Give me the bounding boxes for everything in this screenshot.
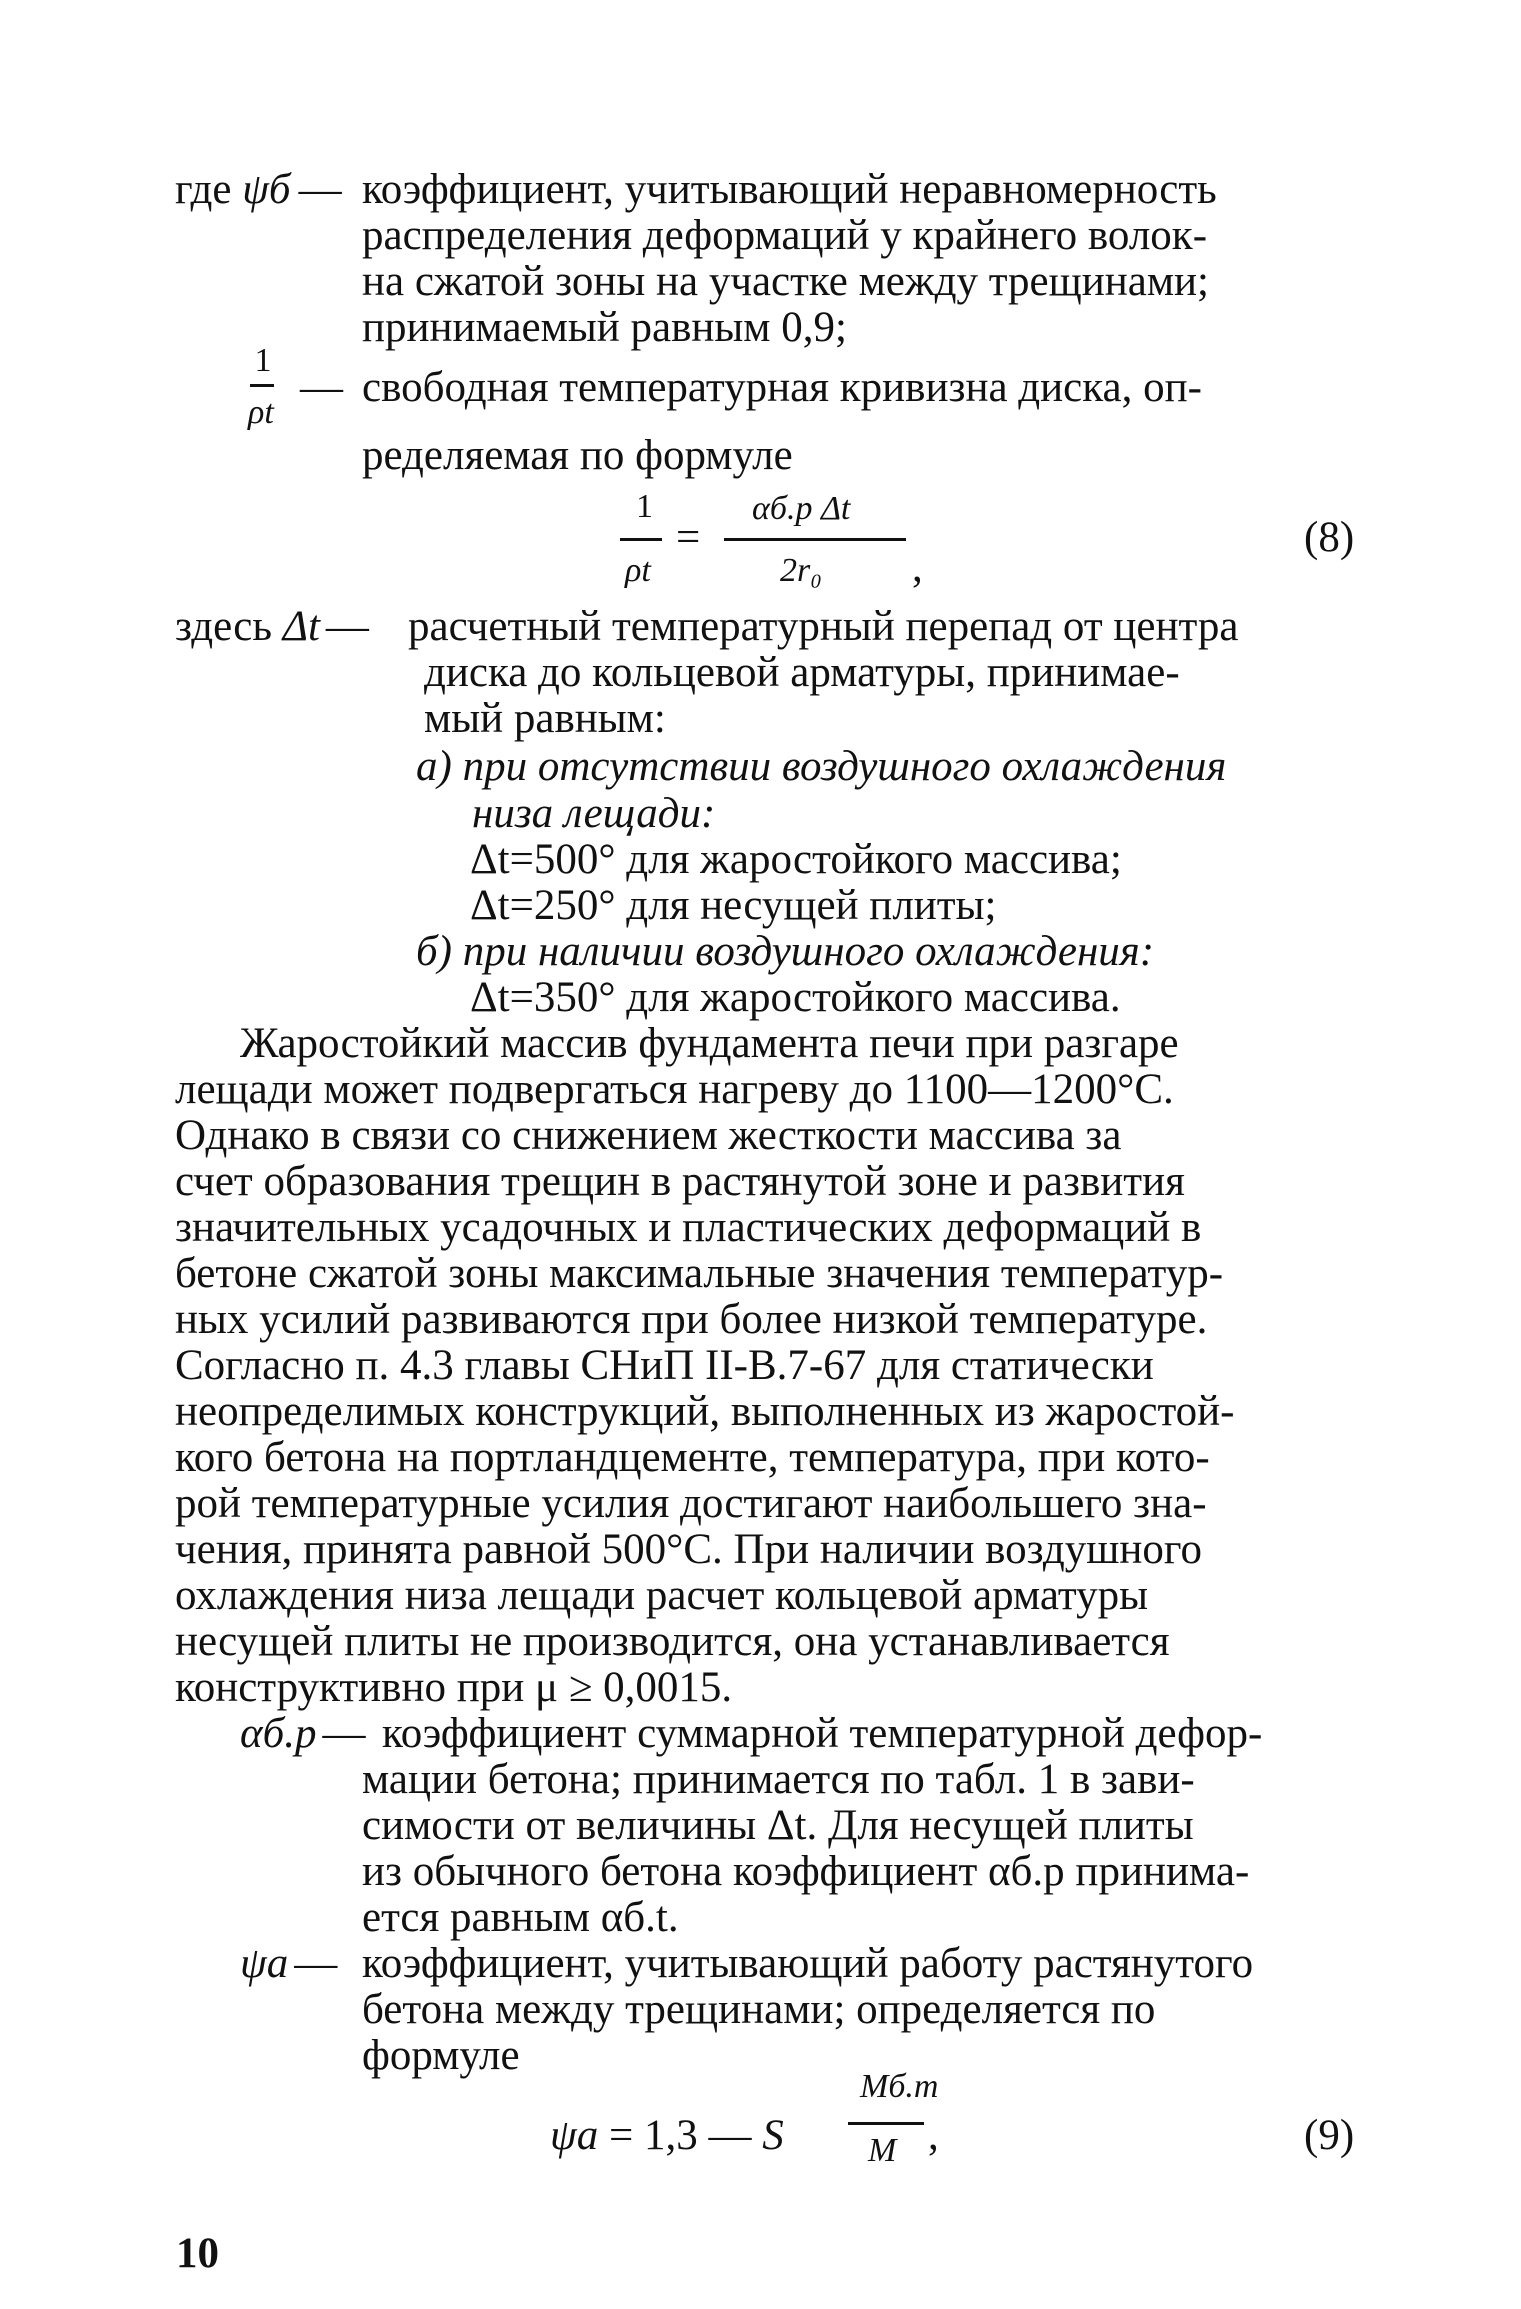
- para-line2: лещади может подвергаться нагреву до 1100—1200°С.: [175, 1066, 1174, 1113]
- def-psi-b-line3: на сжатой зоны на участке между трещинами;: [362, 258, 1210, 305]
- eq8-equals: =: [676, 514, 701, 561]
- para-line3: Однако в связи со снижением жесткости массива за: [175, 1112, 1122, 1159]
- def-curvature-line1: свободная температурная кривизна диска, оп-: [362, 364, 1202, 411]
- def-curvature-line2: ределяемая по формуле: [362, 432, 793, 479]
- para-line15: конструктивно при μ ≥ 0,0015.: [175, 1664, 733, 1711]
- def-psi-b-line4: принимаемый равным 0,9;: [362, 304, 847, 351]
- eq8-rhs-den: 2r₀: [780, 552, 823, 589]
- def-alpha-term: αб.р —: [240, 1710, 366, 1757]
- def-dt-term: здесь Δt —: [175, 603, 369, 650]
- def-psi-a-line2: бетона между трещинами; определяется по: [362, 1986, 1156, 2033]
- para-line8: Согласно п. 4.3 главы СНиП II-В.7-67 для статически: [175, 1342, 1154, 1389]
- case-b-line1: б) при наличии воздушного охлаждения:: [416, 928, 1155, 975]
- curvature-symbol: 1 ρt: [248, 342, 274, 431]
- para-line13: охлаждения низа лещади расчет кольцевой арматуры: [175, 1572, 1149, 1619]
- para-line14: несущей плиты не производится, она устанавливается: [175, 1618, 1170, 1665]
- def-psi-a-line1: коэффициент, учитывающий работу растянутого: [362, 1940, 1254, 1987]
- eq9-num: Mб.т: [860, 2068, 939, 2105]
- para-line4: счет образования трещин в растянутой зоне и развития: [175, 1158, 1185, 1205]
- def-curvature-dash: —: [300, 364, 343, 411]
- para-line10: кого бетона на портландцементе, температура, при кото-: [175, 1434, 1210, 1481]
- def-psi-b-line1: коэффициент, учитывающий неравномерность: [362, 166, 1217, 213]
- def-alpha-line4: из обычного бетона коэффициент αб.р принима-: [362, 1848, 1250, 1895]
- eq9-comma: ,: [928, 2112, 939, 2159]
- def-dt-line2: диска до кольцевой арматуры, принимае-: [424, 649, 1180, 696]
- para-line1: Жаростойкий массив фундамента печи при разгаре: [240, 1020, 1179, 1067]
- page-number: 10: [176, 2230, 219, 2277]
- para-line5: значительных усадочных и пластических деформаций в: [175, 1204, 1202, 1251]
- def-psi-a-term: ψa —: [240, 1940, 338, 1987]
- eq9-den: M: [868, 2132, 897, 2169]
- def-psi-b-line2: распределения деформаций у крайнего волок-: [362, 212, 1208, 259]
- eq8-comma: ,: [912, 544, 923, 591]
- para-line9: неопределимых конструкций, выполненных из жаростой-: [175, 1388, 1235, 1435]
- case-a-value1: Δt=500° для жаростойкого массива;: [470, 836, 1122, 883]
- para-line12: чения, принята равной 500°С. При наличии воздушного: [175, 1526, 1202, 1573]
- para-line6: бетоне сжатой зоны максимальные значения температур-: [175, 1250, 1224, 1297]
- eq8-lhs-den: ρt: [625, 552, 651, 589]
- para-line11: рой температурные усилия достигают наибольшего зна-: [175, 1480, 1207, 1527]
- case-a-line1: а) при отсутствии воздушного охлаждения: [416, 743, 1227, 790]
- def-psi-b-term: где ψб —: [175, 166, 342, 213]
- case-a-value2: Δt=250° для несущей плиты;: [470, 882, 997, 929]
- def-psi-a-line3: формуле: [362, 2032, 520, 2079]
- eq9-number: (9): [1304, 2112, 1355, 2159]
- case-b-value1: Δt=350° для жаростойкого массива.: [470, 974, 1121, 1021]
- eq8-lhs-num: 1: [636, 488, 653, 525]
- def-alpha-line5: ется равным αб.t.: [362, 1894, 679, 1941]
- def-alpha-line1: коэффициент суммарной температурной дефор-: [382, 1710, 1263, 1757]
- eq8-number: (8): [1304, 514, 1355, 561]
- def-alpha-line3: симости от величины Δt. Для несущей плиты: [362, 1802, 1194, 1849]
- para-line7: ных усилий развиваются при более низкой температуре.: [175, 1296, 1208, 1343]
- def-alpha-line2: мации бетона; принимается по табл. 1 в зави-: [362, 1756, 1195, 1803]
- eq8-rhs-num: αб.р Δt: [752, 490, 851, 527]
- case-a-line2: низа лещади:: [472, 790, 716, 837]
- def-dt-line3: мый равным:: [424, 695, 666, 742]
- def-dt-line1: расчетный температурный перепад от центра: [408, 603, 1239, 650]
- eq9-lhs: ψa = 1,3 — S: [550, 2112, 784, 2159]
